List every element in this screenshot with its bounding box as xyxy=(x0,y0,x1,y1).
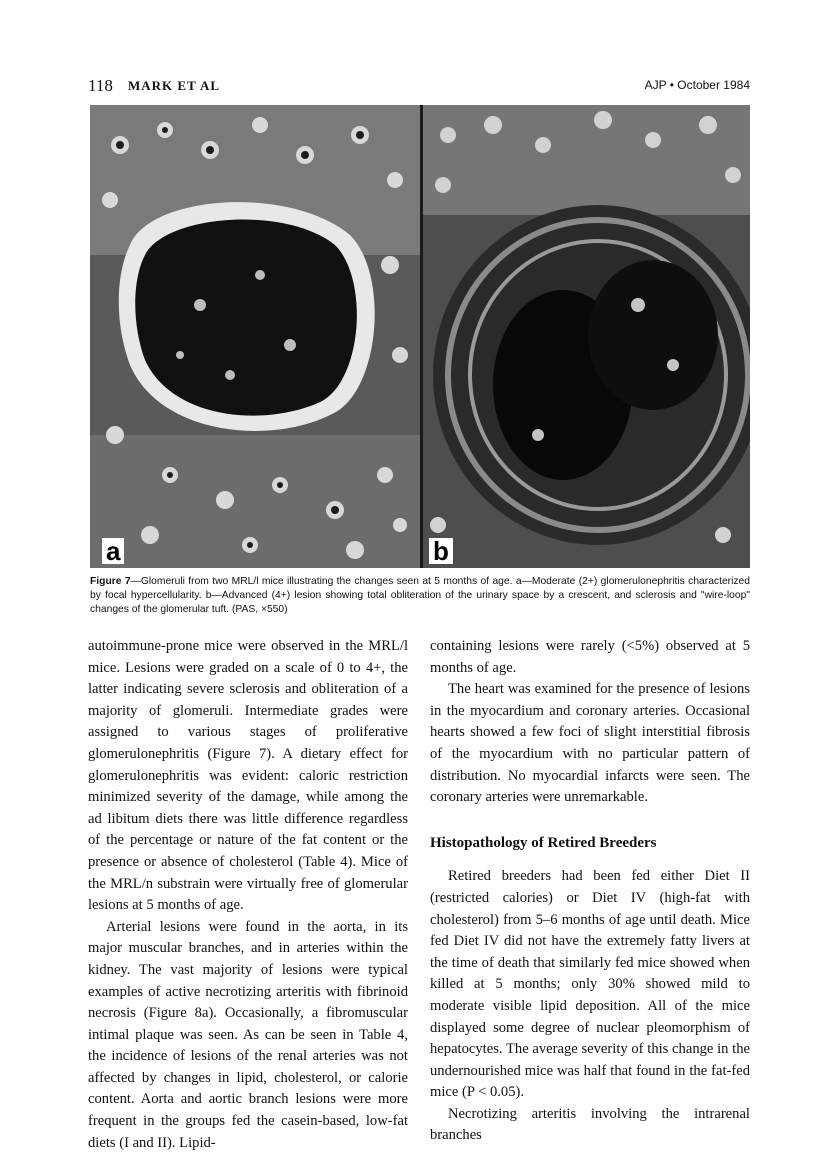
page-number: 118 xyxy=(88,76,113,95)
section-heading: Histopathology of Retired Breeders xyxy=(430,834,657,851)
paragraph: Necrotizing arteritis involving the intrarenal branches xyxy=(430,1105,750,1144)
paragraph: containing lesions were rarely (<5%) observed at 5 months of age. xyxy=(430,638,750,676)
right-column xyxy=(430,636,750,1147)
running-head-journal: AJP • October 1984 xyxy=(644,78,750,92)
figure-7-micrograph xyxy=(90,105,750,568)
running-head xyxy=(88,76,750,98)
figure-caption xyxy=(90,575,750,617)
paragraph: autoimmune-prone mice were observed in the MRL/l mice. Lesions were graded on a scale of 0 to 4+, the latter indicating severe sclerosis and obliteration of a majority of glomeruli. Intermediate grades were assigned to various stages of proliferative glomerulonephritis (Figure 7). A dietary effect for glomerulonephritis was evident: caloric restriction minimized severity of the damage, while among the ad libitum diets there was little difference regardless of the percentage or nature of the fat content or the presence or absence of cholesterol (Table 4). Mice of the MRL/n substrain were virtually free of glomerular lesions at 5 months of age. xyxy=(88,638,408,914)
running-head-authors: MARK ET AL xyxy=(128,78,221,93)
paragraph: The heart was examined for the presence of lesions in the myocardium and coronary arteries. Occasional hearts showed a few foci of slight interstitial fibrosis of the myocardium with no particular pattern of distribution. No myocardial infarcts were seen. The coronary arteries were unremarkable. xyxy=(430,681,750,806)
caption-title: Figure 7 xyxy=(90,576,131,587)
panel-a-image xyxy=(90,105,420,568)
left-column xyxy=(88,636,408,1154)
panel-a-label: a xyxy=(102,538,124,564)
paragraph: Retired breeders had been fed either Diet II (restricted calories) or Diet IV (high-fat with cholesterol) from 5–6 months of age until death. Mice fed Diet IV did not have the extremely fatty livers at the time of death that similarly fed mice showed when killed at 5 months; only 30% showed mild to moderate visible lipid deposition. All of the mice displayed some degree of nuclear pleomorphism of hepatocytes. The average severity of this change in the undernourished mice was half that found in the fat-fed mice (P < 0.05). xyxy=(430,868,750,1101)
panel-b-label: b xyxy=(429,538,453,564)
caption-text: —Glomeruli from two MRL/l mice illustrating the changes seen at 5 months of age. a—Moderate (2+) glomerulonephritis characterized by focal hypercellularity. b—Advanced (4+) lesion showing total obliteration of the urinary space by a crescent, and sclerosis and "wire-loop" changes of the glomerular tuft. (PAS, ×550) xyxy=(90,576,750,615)
panel-b-image xyxy=(423,105,750,568)
paragraph: Arterial lesions were found in the aorta, in its major muscular branches, and in arteries within the kidney. The vast majority of lesions were typical examples of active necrotizing arteritis with fibrinoid necrosis (Figure 8a). Occasionally, a fibromuscular intimal plaque was seen. As can be seen in Table 4, the incidence of lesions of the renal arteries was not affected by changes in lipid, cholesterol, or calorie content. Aorta and aortic branch lesions were more frequent in the groups fed the casein-based, low-fat diets (I and II). Lipid- xyxy=(88,918,408,1151)
